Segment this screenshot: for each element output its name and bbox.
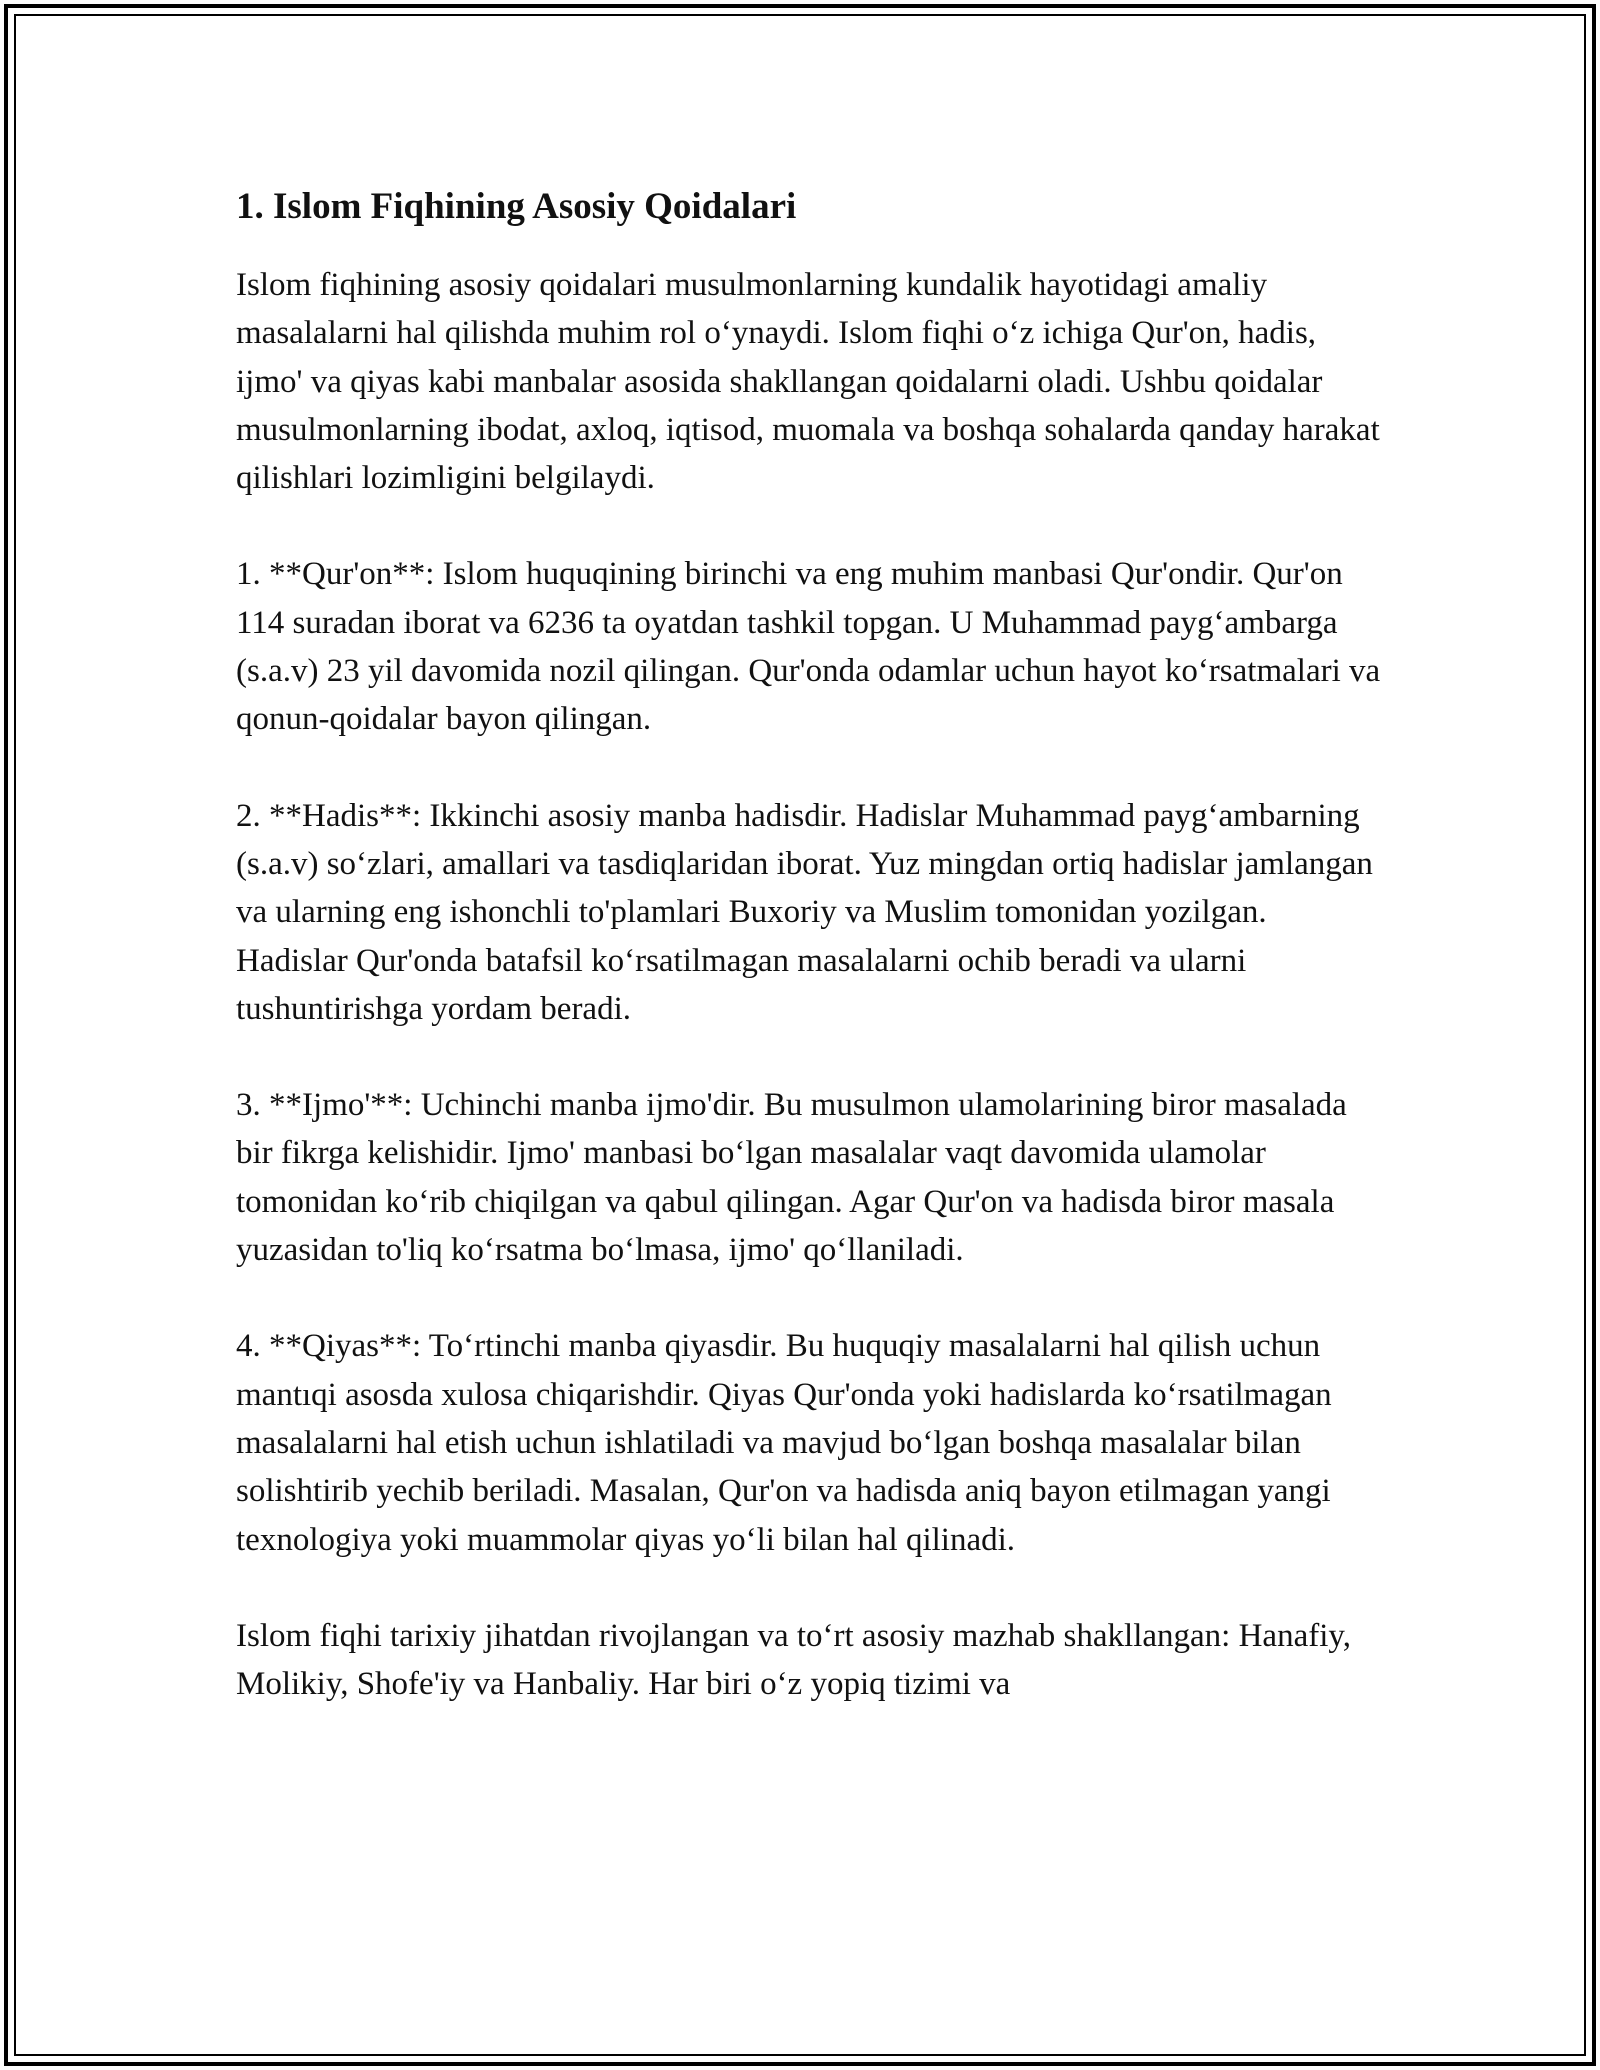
document-body <box>236 183 1386 1756</box>
paragraph-hadis: 2. **Hadis**: Ikkinchi asosiy manba hadisdir. Hadislar Muhammad payg‘ambarning (s.a.v) so‘zlari, amallari va tasdiqlaridan iborat. Yuz mingdan ortiq hadislar jamlangan va ularning eng ishonchli to'plamlari Buxoriy va Muslim tomonidan yozilgan. Hadislar Qur'onda batafsil ko‘rsatilmagan masalalarni ochib beradi va ularni tushuntirishga yordam beradi. <box>236 797 1373 1027</box>
document-title: 1. Islom Fiqhining Asosiy Qoidalari <box>236 186 797 227</box>
paragraph-intro: Islom fiqhining asosiy qoidalari musulmonlarning kundalik hayotidagi amaliy masalalarni hal qilishda muhim rol o‘ynaydi. Islom fiqhi o‘z ichiga Qur'on, hadis, ijmo' va qiyas kabi manbalar asosida shakllangan qoidalarni oladi. Ushbu qoidalar musulmonlarning ibodat, axloq, iqtisod, muomala va boshqa sohalarda qanday harakat qilishlari lozimligini belgilaydi. <box>236 267 1380 497</box>
paragraph-ijmo: 3. **Ijmo'**: Uchinchi manba ijmo'dir. Bu musulmon ulamolarining biror masalada bir fikrga kelishidir. Ijmo' manbasi bo‘lgan masalalar vaqt davomida ulamolar tomonidan ko‘rib chiqilgan va qabul qilingan. Agar Qur'on va hadisda biror masala yuzasidan to'liq ko‘rsatma bo‘lmasa, ijmo' qo‘llaniladi. <box>236 1087 1347 1269</box>
paragraph-mazhab: Islom fiqhi tarixiy jihatdan rivojlangan va to‘rt asosiy mazhab shakllangan: Hanafiy, Molikiy, Shofe'iy va Hanbaliy. Har biri o‘z yopiq tizimi va <box>236 1617 1351 1703</box>
paragraph-qiyas: 4. **Qiyas**: To‘rtinchi manba qiyasdir. Bu huquqiy masalalarni hal qilish uchun mantıqi asosda xulosa chiqarishdir. Qiyas Qur'onda yoki hadislarda ko‘rsatilmagan masalalarni hal etish uchun ishlatiladi va mavjud bo‘lgan boshqa masalalar bilan solishtirib yechib beriladi. Masalan, Qur'on va hadisda aniq bayon etilmagan yangi texnologiya yoki muammolar qiyas yo‘li bilan hal qilinadi. <box>236 1328 1332 1558</box>
paragraph-quran: 1. **Qur'on**: Islom huquqining birinchi va eng muhim manbasi Qur'ondir. Qur'on 114 suradan iborat va 6236 ta oyatdan tashkil topgan. U Muhammad payg‘ambarga (s.a.v) 23 yil davomida nozil qilingan. Qur'onda odamlar uchun hayot ko‘rsatmalari va qonun-qoidalar bayon qilingan. <box>236 556 1381 738</box>
